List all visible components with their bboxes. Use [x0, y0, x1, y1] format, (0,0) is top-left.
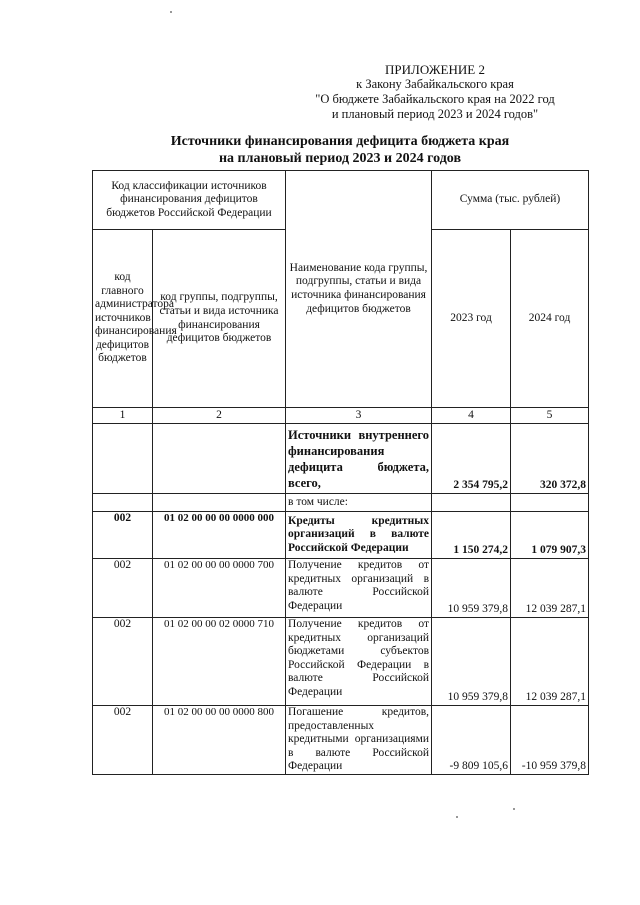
value-2024: 12 039 287,1 — [511, 559, 589, 618]
scan-speck — [513, 808, 515, 810]
empty-cell — [93, 494, 153, 512]
source-code: 01 02 00 00 02 0000 710 — [153, 618, 286, 706]
admin-code: 002 — [93, 618, 153, 706]
document-title — [80, 133, 600, 167]
source-code: 01 02 00 00 00 0000 800 — [153, 706, 286, 775]
source-name: Кредиты кредитных организаций в валюте Российской Федерации — [286, 512, 432, 559]
source-name: Получение кредитов от кредитных организаций в валюте Российской Федерации — [286, 559, 432, 618]
total-name: Источники внутреннего финансирования дефицита бюджета, всего, — [286, 424, 432, 494]
column-number: 5 — [511, 408, 589, 424]
column-number: 2 — [153, 408, 286, 424]
total-value-2024: 320 372,8 — [511, 424, 589, 494]
value-2024: 12 039 287,1 — [511, 618, 589, 706]
header-year-2024: 2024 год — [511, 230, 589, 408]
header-group-code: код группы, подгруппы, статьи и вида источника финансирования дефицитов бюджетов — [153, 230, 286, 408]
empty-cell — [153, 494, 286, 512]
appendix-line: к Закону Забайкальского края — [356, 77, 514, 91]
admin-code: 002 — [93, 512, 153, 559]
table-row — [93, 618, 589, 706]
appendix-block — [300, 62, 570, 122]
column-number: 1 — [93, 408, 153, 424]
header-name: Наименование кода группы, подгруппы, статьи и вида источника финансирования дефицитов бюджетов — [286, 171, 432, 408]
source-name: Погашение кредитов, предоставленных кредитными организациями в валюте Российской Федерации — [286, 706, 432, 775]
total-admin-cell — [93, 424, 153, 494]
total-code-cell — [153, 424, 286, 494]
column-number: 4 — [432, 408, 511, 424]
including-row — [93, 494, 589, 512]
table-row — [93, 559, 589, 618]
table-header-row — [93, 171, 589, 230]
value-2023: -9 809 105,6 — [432, 706, 511, 775]
table-row — [93, 706, 589, 775]
source-code: 01 02 00 00 00 0000 700 — [153, 559, 286, 618]
value-2023: 1 150 274,2 — [432, 512, 511, 559]
column-number: 3 — [286, 408, 432, 424]
scan-speck — [170, 11, 172, 13]
appendix-title: ПРИЛОЖЕНИЕ 2 — [385, 62, 485, 77]
empty-cell — [511, 494, 589, 512]
source-name: Получение кредитов от кредитных организаций бюджетами субъектов Российской Федерации в валюте Российской Федерации — [286, 618, 432, 706]
table-row — [93, 512, 589, 559]
value-2024: 1 079 907,3 — [511, 512, 589, 559]
header-admin-code: код главного администратора источников финансирования дефицитов бюджетов — [93, 230, 153, 408]
appendix-line: "О бюджете Забайкальского края на 2022 год — [315, 92, 555, 106]
value-2024: -10 959 379,8 — [511, 706, 589, 775]
scan-speck — [456, 816, 458, 818]
header-sum: Сумма (тыс. рублей) — [432, 171, 589, 230]
empty-cell — [432, 494, 511, 512]
value-2023: 10 959 379,8 — [432, 559, 511, 618]
total-row — [93, 424, 589, 494]
appendix-line: и плановый период 2023 и 2024 годов" — [331, 107, 539, 121]
total-value-2023: 2 354 795,2 — [432, 424, 511, 494]
including-label: в том числе: — [286, 494, 432, 512]
title-line: на плановый период 2023 и 2024 годов — [218, 151, 462, 166]
admin-code: 002 — [93, 706, 153, 775]
column-number-row — [93, 408, 589, 424]
financing-sources-table — [92, 170, 589, 775]
header-year-2023: 2023 год — [432, 230, 511, 408]
header-classification: Код классификации источников финансирования дефицитов бюджетов Российской Федерации — [93, 171, 286, 230]
title-line: Источники финансирования дефицита бюджета края — [170, 134, 510, 149]
value-2023: 10 959 379,8 — [432, 618, 511, 706]
admin-code: 002 — [93, 559, 153, 618]
source-code: 01 02 00 00 00 0000 000 — [153, 512, 286, 559]
